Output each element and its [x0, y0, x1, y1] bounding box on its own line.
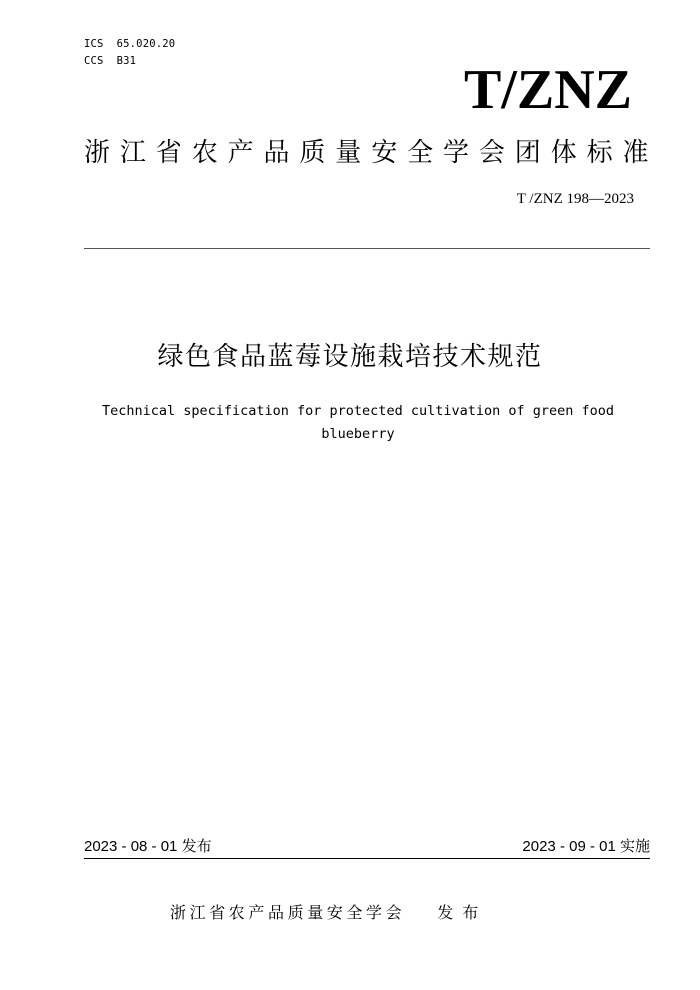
issue-date: 2023 - 08 - 01	[84, 838, 178, 855]
document-title-chinese: 绿色食品蓝莓设施栽培技术规范	[157, 342, 543, 372]
organization-standard-header: 浙江省农产品质量安全学会团体标准	[84, 138, 659, 168]
effective-label: 实施	[619, 838, 650, 855]
ics-code: ICS 65.020.20	[84, 38, 176, 50]
date-row	[84, 836, 650, 859]
standard-number: T /ZNZ 198—2023	[516, 191, 634, 207]
document-title-english	[90, 400, 626, 446]
title-english-line-2: blueberry	[321, 426, 395, 442]
issue-date-block	[84, 836, 212, 858]
issue-label: 发布	[181, 838, 212, 855]
standard-logo: T/ZNZ	[463, 59, 632, 121]
classification-codes	[84, 36, 175, 70]
ccs-code: CCS B31	[84, 55, 137, 67]
publisher-row	[170, 900, 570, 926]
publisher-action: 发布	[437, 903, 488, 922]
publisher-name: 浙江省农产品质量安全学会	[170, 903, 406, 922]
effective-date: 2023 - 09 - 01	[522, 838, 616, 855]
title-english-line-1: Technical specification for protected cultivation of green food	[101, 403, 615, 419]
effective-date-block	[522, 836, 650, 858]
header-divider	[84, 248, 650, 249]
